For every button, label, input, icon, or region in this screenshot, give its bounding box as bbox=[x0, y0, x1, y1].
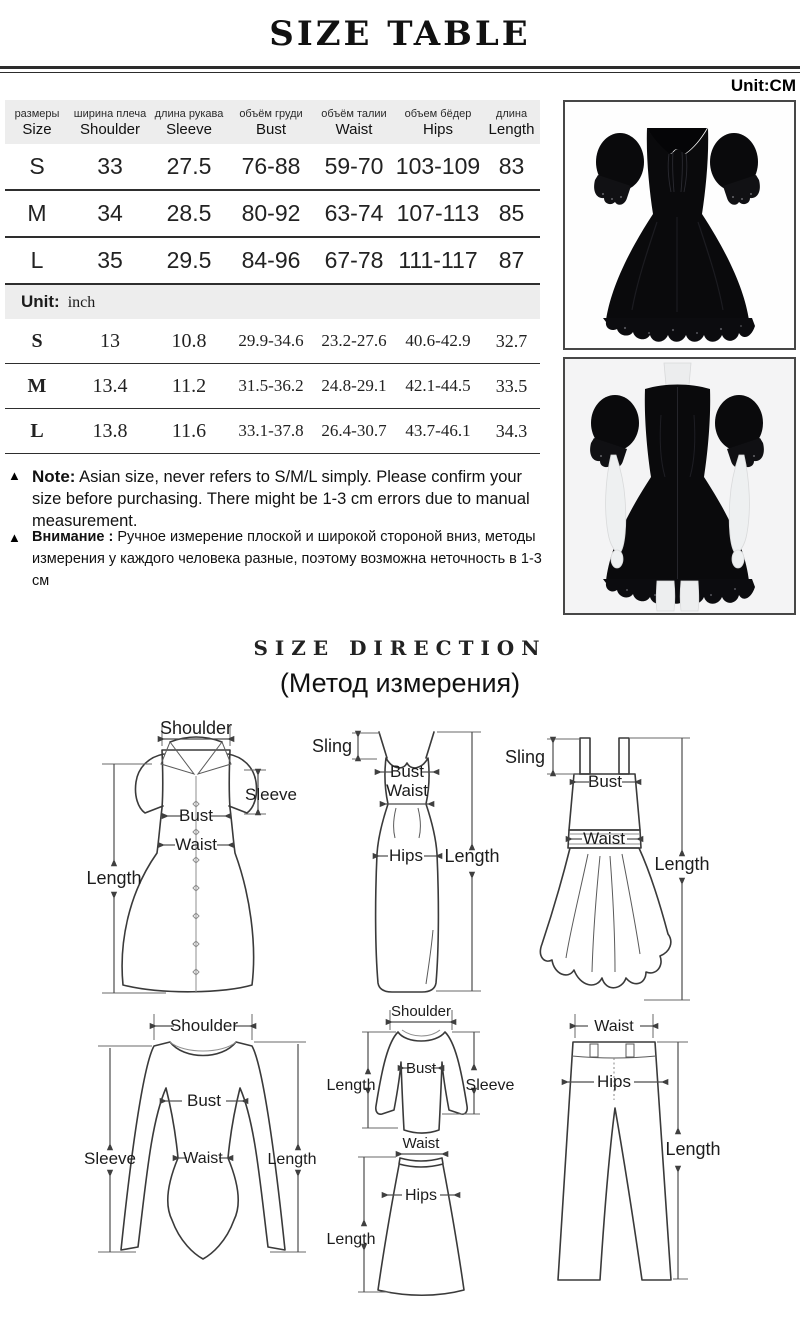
warning-triangle-icon: ▲ bbox=[8, 530, 21, 545]
unit-inch-label: Unit: bbox=[21, 292, 60, 311]
cell: 23.2-27.6 bbox=[315, 319, 393, 364]
label-waist: Waist bbox=[183, 1150, 223, 1167]
cell: 33.5 bbox=[483, 364, 540, 409]
cell: 13.8 bbox=[69, 409, 151, 454]
label-shoulder: Shoulder bbox=[390, 1003, 452, 1020]
column-header: объём талии Waist bbox=[315, 100, 393, 144]
cell: 76-88 bbox=[227, 144, 315, 190]
label-sleeve: Sleeve bbox=[465, 1077, 515, 1094]
cell: 29.9-34.6 bbox=[227, 319, 315, 364]
column-header: объем бёдер Hips bbox=[393, 100, 483, 144]
note-en-text: Asian size, never refers to S/M/L simply. Please confirm your size before purchasing. There might be 1-3 cm errors due to manual measurement. bbox=[32, 468, 530, 530]
cell: 103-109 bbox=[393, 144, 483, 190]
label-waist: Waist bbox=[583, 829, 625, 848]
column-header: ширина плеча Shoulder bbox=[69, 100, 151, 144]
label-shoulder: Shoulder bbox=[169, 1016, 239, 1035]
cell: L bbox=[5, 409, 69, 454]
unit-inch-row bbox=[5, 284, 540, 319]
cell: 87 bbox=[483, 237, 540, 284]
note-en-label: Note: bbox=[32, 467, 76, 486]
label-sleeve: Sleeve bbox=[84, 1149, 136, 1168]
table-row bbox=[5, 190, 540, 237]
label-shoulder: Shoulder bbox=[159, 718, 233, 738]
page-title: SIZE TABLE bbox=[269, 14, 531, 54]
cell: L bbox=[5, 237, 69, 284]
warning-triangle-icon: ▲ bbox=[8, 468, 21, 483]
size-direction-subtitle: (Метод измерения) bbox=[279, 668, 521, 698]
product-photo-back bbox=[563, 357, 796, 615]
column-header: длина Length bbox=[483, 100, 540, 144]
cell: 42.1-44.5 bbox=[393, 364, 483, 409]
label-length: Length bbox=[267, 1151, 317, 1168]
cell: 59-70 bbox=[315, 144, 393, 190]
cell: 32.7 bbox=[483, 319, 540, 364]
label-waist: Waist bbox=[594, 1018, 634, 1035]
label-bust: Bust bbox=[186, 1091, 222, 1110]
cell: M bbox=[5, 190, 69, 237]
cell: 85 bbox=[483, 190, 540, 237]
slip-dress-diagram bbox=[300, 712, 510, 1012]
label-bust: Bust bbox=[178, 806, 214, 825]
divider-thick bbox=[0, 66, 800, 69]
cell: 11.6 bbox=[151, 409, 227, 454]
cell: 13.4 bbox=[69, 364, 151, 409]
cell: 10.8 bbox=[151, 319, 227, 364]
label-length: Length bbox=[86, 868, 142, 888]
label-waist: Waist bbox=[386, 781, 428, 800]
label-length: Length bbox=[444, 846, 500, 866]
cell: 28.5 bbox=[151, 190, 227, 237]
cell: 29.5 bbox=[151, 237, 227, 284]
label-bust: Bust bbox=[587, 772, 623, 791]
cell: 35 bbox=[69, 237, 151, 284]
cell: S bbox=[5, 144, 69, 190]
cell: 63-74 bbox=[315, 190, 393, 237]
label-sling: Sling bbox=[311, 736, 353, 756]
table-row bbox=[5, 364, 540, 409]
cell: 34 bbox=[69, 190, 151, 237]
label-length: Length bbox=[326, 1231, 376, 1248]
label-length: Length bbox=[326, 1077, 376, 1094]
label-length: Length bbox=[665, 1139, 721, 1159]
dress-front-illustration bbox=[565, 102, 794, 348]
cell: 27.5 bbox=[151, 144, 227, 190]
column-header: объём груди Bust bbox=[227, 100, 315, 144]
cell: S bbox=[5, 319, 69, 364]
shirt-dress-diagram bbox=[58, 712, 298, 1012]
product-photo-front bbox=[563, 100, 796, 350]
size-table bbox=[5, 100, 540, 454]
unit-cm-label: Unit:CM bbox=[730, 76, 796, 95]
column-header: длина рукава Sleeve bbox=[151, 100, 227, 144]
top-and-skirt-diagram bbox=[318, 1002, 518, 1320]
note-ru bbox=[6, 527, 554, 592]
label-bust: Bust bbox=[405, 1060, 437, 1077]
label-waist: Waist bbox=[402, 1135, 440, 1152]
cell: 33 bbox=[69, 144, 151, 190]
table-row bbox=[5, 144, 540, 190]
size-direction-title: SIZE DIRECTION bbox=[253, 636, 547, 660]
bodysuit-diagram bbox=[58, 1002, 318, 1320]
strap-dress-diagram bbox=[492, 712, 742, 1012]
table-header-row bbox=[5, 100, 540, 144]
cell: 31.5-36.2 bbox=[227, 364, 315, 409]
label-hips: Hips bbox=[596, 1072, 632, 1091]
cell: 43.7-46.1 bbox=[393, 409, 483, 454]
note-en bbox=[6, 466, 554, 532]
note-ru-label: Внимание : bbox=[32, 529, 114, 545]
cell: 11.2 bbox=[151, 364, 227, 409]
unit-inch-cell bbox=[5, 284, 540, 319]
cell: 111-117 bbox=[393, 237, 483, 284]
cell: M bbox=[5, 364, 69, 409]
table-row bbox=[5, 319, 540, 364]
cell: 13 bbox=[69, 319, 151, 364]
unit-inch-value: inch bbox=[67, 294, 96, 311]
label-waist: Waist bbox=[175, 835, 217, 854]
label-length: Length bbox=[654, 854, 710, 874]
label-hips: Hips bbox=[388, 846, 424, 865]
cell: 80-92 bbox=[227, 190, 315, 237]
cell: 33.1-37.8 bbox=[227, 409, 315, 454]
divider-thin bbox=[0, 72, 800, 73]
note-ru-text: Ручное измерение плоской и широкой стороной вниз, методы измерения у каждого человека разные, поэтому возможна неточность в 1-3 см bbox=[32, 529, 542, 589]
cell: 34.3 bbox=[483, 409, 540, 454]
table-row bbox=[5, 237, 540, 284]
pants-diagram bbox=[530, 1002, 800, 1320]
table-row bbox=[5, 409, 540, 454]
label-bust: Bust bbox=[389, 762, 425, 781]
label-hips: Hips bbox=[404, 1187, 438, 1204]
label-sleeve: Sleeve bbox=[245, 785, 297, 804]
dress-back-illustration bbox=[565, 359, 794, 613]
label-sling: Sling bbox=[504, 747, 546, 767]
cell: 107-113 bbox=[393, 190, 483, 237]
cell: 40.6-42.9 bbox=[393, 319, 483, 364]
cell: 26.4-30.7 bbox=[315, 409, 393, 454]
cell: 24.8-29.1 bbox=[315, 364, 393, 409]
cell: 84-96 bbox=[227, 237, 315, 284]
column-header: размеры Size bbox=[5, 100, 69, 144]
cell: 83 bbox=[483, 144, 540, 190]
cell: 67-78 bbox=[315, 237, 393, 284]
